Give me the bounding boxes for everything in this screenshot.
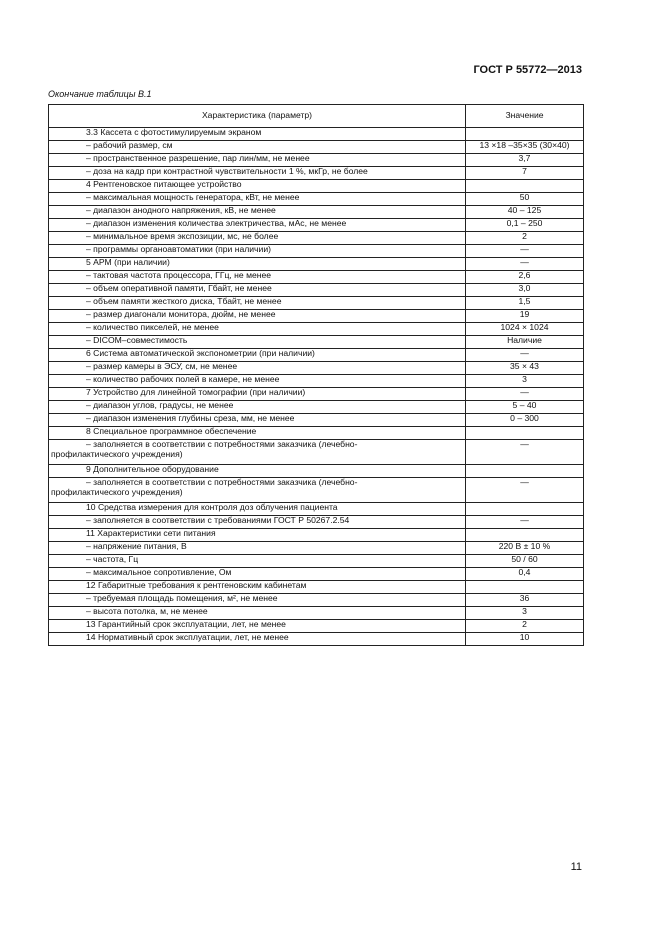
spec-table xyxy=(48,104,584,646)
page-number: 11 xyxy=(570,861,582,873)
row-label: – объем оперативной памяти, Гбайт, не менее xyxy=(49,284,466,297)
row-value xyxy=(466,465,584,478)
row-value: — xyxy=(466,245,584,258)
row-label-line-2: профилактического учреждения) xyxy=(51,448,183,459)
document-standard-header: ГОСТ Р 55772—2013 xyxy=(473,64,582,76)
row-label: – диапазон изменения глубины среза, мм, не менее xyxy=(49,414,466,427)
row-label: – размер камеры в ЭСУ, см, не менее xyxy=(49,362,466,375)
row-label: – программы органоавтоматики (при наличии) xyxy=(49,245,466,258)
row-value: 3 xyxy=(466,375,584,388)
row-label: – напряжение питания, В xyxy=(49,542,466,555)
table-caption: Окончание таблицы В.1 xyxy=(48,89,152,99)
table-row xyxy=(49,219,584,232)
row-label: 11 Характеристики сети питания xyxy=(49,529,466,542)
row-value: 10 xyxy=(466,633,584,646)
row-label: – высота потолка, м, не менее xyxy=(49,607,466,620)
row-value: — xyxy=(466,258,584,271)
row-label: – тактовая частота процессора, ГГц, не менее xyxy=(49,271,466,284)
row-label: 3.3 Кассета с фотостимулируемым экраном xyxy=(49,128,466,141)
row-value: 19 xyxy=(466,310,584,323)
row-label: 14 Нормативный срок эксплуатации, лет, не менее xyxy=(49,633,466,646)
table-row xyxy=(49,568,584,581)
row-value: — xyxy=(466,478,584,503)
table-row xyxy=(49,594,584,607)
row-label: 5 АРМ (при наличии) xyxy=(49,258,466,271)
row-value: 2 xyxy=(466,620,584,633)
table-row xyxy=(49,336,584,349)
row-value: — xyxy=(466,516,584,529)
row-label: – диапазон углов, градусы, не менее xyxy=(49,401,466,414)
table-row xyxy=(49,581,584,594)
row-value: 2 xyxy=(466,232,584,245)
row-value xyxy=(466,581,584,594)
table-row xyxy=(49,440,584,465)
table-row xyxy=(49,232,584,245)
row-value: 0 – 300 xyxy=(466,414,584,427)
row-label: 4 Рентгеновское питающее устройство xyxy=(49,180,466,193)
row-label: 6 Система автоматической экспонометрии (при наличии) xyxy=(49,349,466,362)
table-row xyxy=(49,478,584,503)
table-body xyxy=(49,128,584,646)
row-value: 7 xyxy=(466,167,584,180)
table-row xyxy=(49,284,584,297)
row-value xyxy=(466,503,584,516)
table-row xyxy=(49,607,584,620)
row-value: 1024 × 1024 xyxy=(466,323,584,336)
row-value: 0,4 xyxy=(466,568,584,581)
table-row xyxy=(49,271,584,284)
table-row xyxy=(49,167,584,180)
table-row xyxy=(49,555,584,568)
row-value: 50 xyxy=(466,193,584,206)
table-row xyxy=(49,375,584,388)
row-value: 0,1 – 250 xyxy=(466,219,584,232)
row-value: 3,7 xyxy=(466,154,584,167)
row-value: 220 В ± 10 % xyxy=(466,542,584,555)
row-label-line-1: – заполняется в соответствии с потребностями заказчика (лечебно- xyxy=(86,439,358,449)
row-value: 36 xyxy=(466,594,584,607)
table-row xyxy=(49,529,584,542)
row-value: — xyxy=(466,440,584,465)
row-label: 12 Габаритные требования к рентгеновским кабинетам xyxy=(49,581,466,594)
row-value xyxy=(466,427,584,440)
row-label: – требуемая площадь помещения, м², не менее xyxy=(49,594,466,607)
table-row xyxy=(49,193,584,206)
table-row xyxy=(49,310,584,323)
table-row xyxy=(49,154,584,167)
table-row xyxy=(49,362,584,375)
table-row xyxy=(49,427,584,440)
table-row xyxy=(49,141,584,154)
row-label: 13 Гарантийный срок эксплуатации, лет, не менее xyxy=(49,620,466,633)
row-value: 13 ×18 –35×35 (30×40) xyxy=(466,141,584,154)
table-header-row xyxy=(49,105,584,128)
row-label: 8 Специальное программное обеспечение xyxy=(49,427,466,440)
row-label xyxy=(49,440,466,465)
row-value: 5 – 40 xyxy=(466,401,584,414)
table-row xyxy=(49,388,584,401)
row-label: 10 Средства измерения для контроля доз облучения пациента xyxy=(49,503,466,516)
row-label: – максимальная мощность генератора, кВт, не менее xyxy=(49,193,466,206)
table-row xyxy=(49,414,584,427)
table-row xyxy=(49,465,584,478)
row-label: – диапазон изменения количества электричества, мАс, не менее xyxy=(49,219,466,232)
table-row xyxy=(49,503,584,516)
table-row xyxy=(49,323,584,336)
row-value xyxy=(466,529,584,542)
table-row xyxy=(49,516,584,529)
row-label: – объем памяти жесткого диска, Тбайт, не менее xyxy=(49,297,466,310)
column-header-characteristic: Характеристика (параметр) xyxy=(49,105,466,128)
row-value: 50 / 60 xyxy=(466,555,584,568)
row-label-line-2: профилактического учреждения) xyxy=(51,486,183,497)
row-value: 2,6 xyxy=(466,271,584,284)
row-label: – рабочий размер, см xyxy=(49,141,466,154)
row-value: 35 × 43 xyxy=(466,362,584,375)
row-value: 40 – 125 xyxy=(466,206,584,219)
row-value: — xyxy=(466,349,584,362)
table-row xyxy=(49,349,584,362)
row-label: – диапазон анодного напряжения, кВ, не менее xyxy=(49,206,466,219)
table-row xyxy=(49,401,584,414)
row-value: — xyxy=(466,388,584,401)
table-row xyxy=(49,206,584,219)
row-label: – DICOM–совместимость xyxy=(49,336,466,349)
table-row xyxy=(49,542,584,555)
row-label: – размер диагонали монитора, дюйм, не менее xyxy=(49,310,466,323)
row-label: – минимальное время экспозиции, мс, не более xyxy=(49,232,466,245)
table-row xyxy=(49,297,584,310)
row-value: 1,5 xyxy=(466,297,584,310)
row-label: – доза на кадр при контрастной чувствительности 1 %, мкГр, не более xyxy=(49,167,466,180)
row-label: – частота, Гц xyxy=(49,555,466,568)
row-value: 3 xyxy=(466,607,584,620)
table-row xyxy=(49,245,584,258)
row-label: – заполняется в соответствии с требованиями ГОСТ Р 50267.2.54 xyxy=(49,516,466,529)
table-row xyxy=(49,258,584,271)
row-label: – количество рабочих полей в камере, не менее xyxy=(49,375,466,388)
column-header-value: Значение xyxy=(466,105,584,128)
row-label: – количество пикселей, не менее xyxy=(49,323,466,336)
row-label xyxy=(49,478,466,503)
row-value: Наличие xyxy=(466,336,584,349)
row-label: 9 Дополнительное оборудование xyxy=(49,465,466,478)
row-label-line-1: – заполняется в соответствии с потребностями заказчика (лечебно- xyxy=(86,477,358,487)
row-value xyxy=(466,128,584,141)
table-row xyxy=(49,633,584,646)
row-value xyxy=(466,180,584,193)
row-label: – максимальное сопротивление, Ом xyxy=(49,568,466,581)
row-label: – пространственное разрешение, пар лин/мм, не менее xyxy=(49,154,466,167)
table-row xyxy=(49,620,584,633)
row-label: 7 Устройство для линейной томографии (при наличии) xyxy=(49,388,466,401)
row-value: 3,0 xyxy=(466,284,584,297)
table-row xyxy=(49,128,584,141)
table-row xyxy=(49,180,584,193)
